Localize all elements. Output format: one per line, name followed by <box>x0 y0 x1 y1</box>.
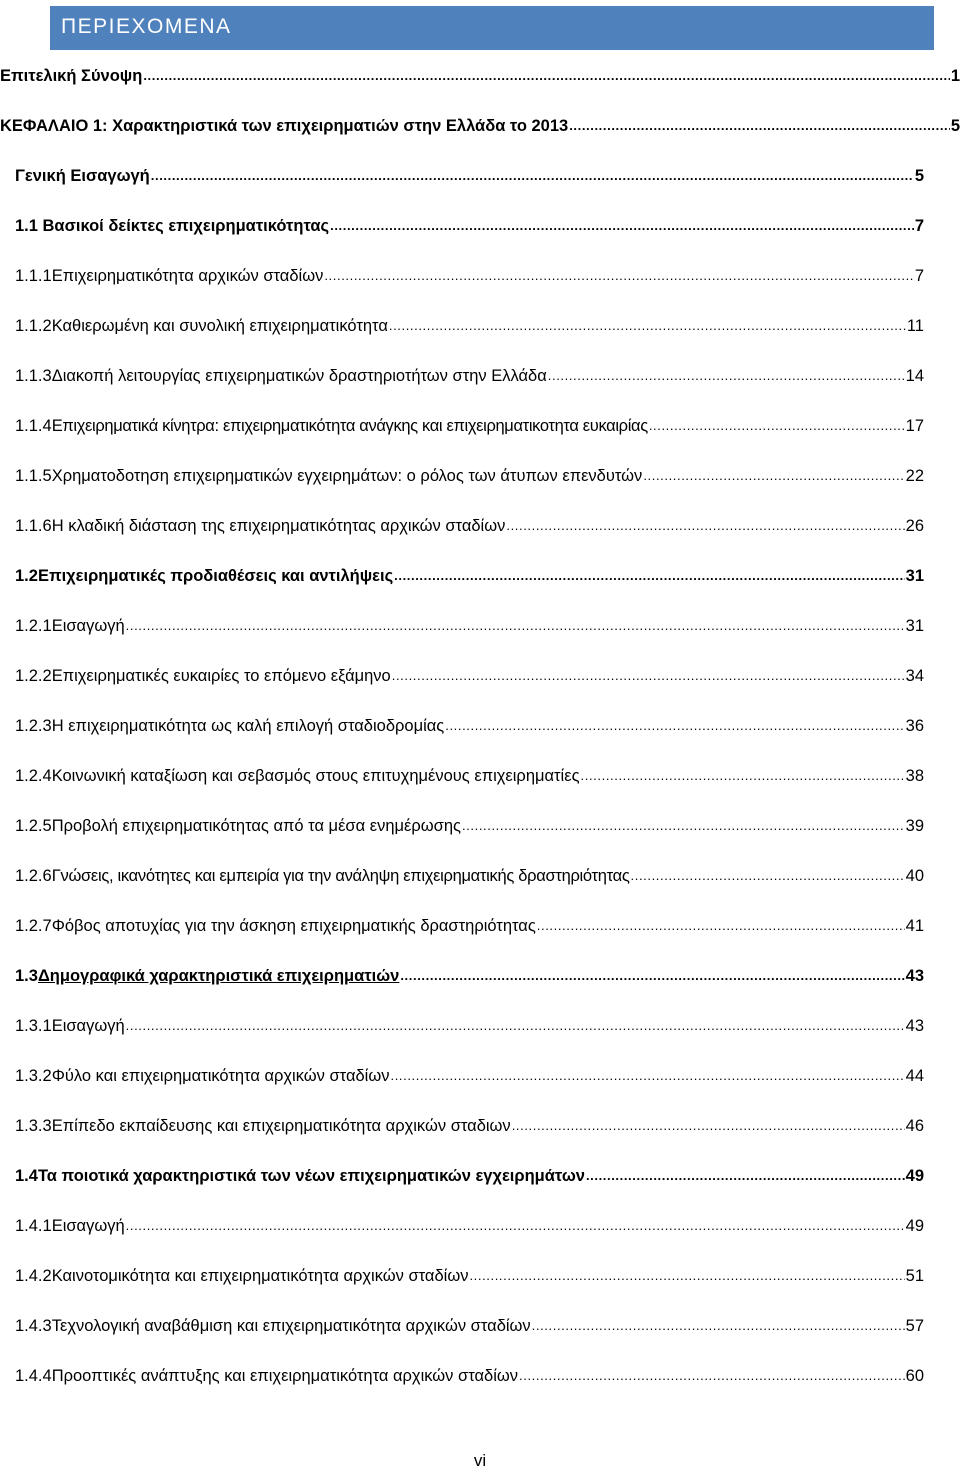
toc-leader-dots <box>649 414 905 438</box>
toc-leader-dots <box>519 1364 905 1388</box>
toc-entry-1-4-2[interactable] <box>15 1264 924 1288</box>
toc-entry-page: 1 <box>950 67 960 85</box>
toc-entry-number: 1.3.2 <box>15 1067 52 1085</box>
toc-entry-number: 1.4.3 <box>15 1317 52 1335</box>
toc-entry-1-1-2[interactable] <box>15 314 924 338</box>
toc-entry-page: 51 <box>905 1267 924 1285</box>
toc-leader-dots <box>126 1214 905 1238</box>
toc-entry-page: 7 <box>914 267 924 285</box>
toc-entry-page: 39 <box>905 817 924 835</box>
toc-entry-page: 43 <box>905 1017 924 1035</box>
toc-entry-title: Εισαγωγή <box>51 617 125 635</box>
toc-entry-1-1[interactable] <box>15 214 924 238</box>
toc-entry-1-1-6[interactable] <box>15 514 924 538</box>
toc-leader-dots <box>390 1064 904 1088</box>
toc-leader-dots <box>581 764 905 788</box>
toc-entry-page: 38 <box>905 767 924 785</box>
toc-leader-dots <box>324 264 913 288</box>
toc-leader-dots <box>126 614 905 638</box>
toc-entry-title: Γνώσεις, ικανότητες και εμπειρία για την ανάληψη επιχειρηματικής δραστηριότητας <box>51 867 630 885</box>
toc-entry-title: Φόβος αποτυχίας για την άσκηση επιχειρηματικής δραστηριότητας <box>51 917 536 935</box>
toc-entry-1-2-5[interactable] <box>15 814 924 838</box>
toc-entry-page: 44 <box>905 1067 924 1085</box>
toc-entry-title: Εισαγωγή <box>51 1017 125 1035</box>
toc-entry-page: 41 <box>905 917 924 935</box>
toc-entry-number: 1.3 <box>15 967 38 985</box>
toc-leader-dots <box>512 1114 905 1138</box>
toc-entry-page: 40 <box>905 867 924 885</box>
toc-entry-number: 1.2 <box>15 567 38 585</box>
toc-entry-1-2-7[interactable] <box>15 914 924 938</box>
toc-entry-number: 1.3.1 <box>15 1017 52 1035</box>
toc-leader-dots <box>389 314 906 338</box>
toc-entry-page: 14 <box>905 367 924 385</box>
toc-leader-dots <box>569 114 950 138</box>
toc-entry-1-2-6[interactable] <box>15 864 924 888</box>
toc-entry-title: Διακοπή λειτουργίας επιχειρηματικών δραστηριοτήτων στην Ελλάδα <box>51 367 547 385</box>
toc-leader-dots <box>126 1014 905 1038</box>
toc-entry-1-2-3[interactable] <box>15 714 924 738</box>
toc-entry-title: Προβολή επιχειρηματικότητας από τα μέσα ενημέρωσης <box>51 817 461 835</box>
toc-entry-1-2-1[interactable] <box>15 614 924 638</box>
toc-entry-title: Χρηματοδοτηση επιχειρηματικών εγχειρημάτων: ο ρόλος των άτυπων επενδυτών <box>51 467 643 485</box>
toc-entry-page: 5 <box>950 117 960 135</box>
toc-entry-number: 1.1.5 <box>15 467 52 485</box>
toc-entry-number: 1.4.1 <box>15 1217 52 1235</box>
toc-entry-page: 46 <box>905 1117 924 1135</box>
toc-entry-title: Τεχνολογική αναβάθμιση και επιχειρηματικότητα αρχικών σταδίων <box>51 1317 531 1335</box>
toc-entry-number: 1.2.4 <box>15 767 52 785</box>
toc-header-banner <box>50 6 934 50</box>
toc-leader-dots <box>586 1164 905 1188</box>
toc-entry-1-4-1[interactable] <box>15 1214 924 1238</box>
toc-entry-page: 17 <box>905 417 924 435</box>
toc-entry-page: 31 <box>905 567 924 585</box>
toc-entry-title: Προοπτικές ανάπτυξης και επιχειρηματικότητα αρχικών σταδίων <box>51 1367 519 1385</box>
toc-entry-1-1-4[interactable] <box>15 414 924 438</box>
toc-leader-dots <box>469 1264 904 1288</box>
toc-entry-title: Καινοτομικότητα και επιχειρηματικότητα αρχικών σταδίων <box>51 1267 469 1285</box>
toc-entry-1-2-4[interactable] <box>15 764 924 788</box>
toc-entry-title: Επιτελική Σύνοψη <box>0 67 143 85</box>
toc-entry-1-1-3[interactable] <box>15 364 924 388</box>
toc-entry-title: Επιχειρηματικότητα αρχικών σταδίων <box>51 267 324 285</box>
toc-entry-title: Επίπεδο εκπαίδευσης και επιχειρηματικότητα αρχικών σταδιων <box>51 1117 511 1135</box>
toc-entry-page: 34 <box>905 667 924 685</box>
toc-entry-title: Τα ποιοτικά χαρακτηριστικά των νέων επιχειρηματικών εγχειρημάτων <box>37 1167 585 1185</box>
toc-entry-1-2-2[interactable] <box>15 664 924 688</box>
toc-entry-number: 1.1.4 <box>15 417 52 435</box>
toc-entry-page: 49 <box>905 1217 924 1235</box>
toc-entry-title: Γενική Εισαγωγή <box>15 167 150 185</box>
toc-entry-page: 22 <box>905 467 924 485</box>
toc-entry-title: ΚΕΦΑΛΑΙΟ 1: Χαρακτηριστικά των επιχειρηματιών στην Ελλάδα το 2013 <box>0 117 569 135</box>
toc-entry-1-3-2[interactable] <box>15 1064 924 1088</box>
toc-heading: ΠΕΡΙΕΧΟΜΕΝΑ <box>61 15 232 38</box>
toc-leader-dots <box>548 364 905 388</box>
toc-leader-dots <box>462 814 905 838</box>
toc-entry-number: 1.2.3 <box>15 717 52 735</box>
toc-entry-page: 31 <box>905 617 924 635</box>
toc-entry-executive-summary[interactable] <box>0 64 960 88</box>
toc-entry-title: Επιχειρηματικές προδιαθέσεις και αντιλήψεις <box>37 567 394 585</box>
toc-entry-page: 49 <box>905 1167 924 1185</box>
toc-entry-number: 1.4.4 <box>15 1367 52 1385</box>
toc-entry-page: 60 <box>905 1367 924 1385</box>
toc-entry-number: 1.2.5 <box>15 817 52 835</box>
toc-entry-number: 1.4 <box>15 1167 38 1185</box>
toc-entry-title: Επιχειρηματικά κίνητρα: επιχειρηματικότητα ανάγκης και επιχειρηματικοτητα ευκαιρίας <box>51 417 648 435</box>
toc-entry-page: 11 <box>906 317 924 335</box>
toc-entry-number: 1.1.6 <box>15 517 52 535</box>
toc-entry-1-1-5[interactable] <box>15 464 924 488</box>
toc-entry-1-1-1[interactable] <box>15 264 924 288</box>
toc-leader-dots <box>151 164 914 188</box>
toc-entry-number: 1.2.7 <box>15 917 52 935</box>
toc-leader-dots <box>400 964 904 988</box>
toc-entry-chapter-1[interactable] <box>0 114 960 138</box>
toc-entry-1-4-3[interactable] <box>15 1314 924 1338</box>
toc-entry-title: Καθιερωμένη και συνολική επιχειρηματικότητα <box>51 317 388 335</box>
toc-leader-dots <box>392 664 905 688</box>
toc-leader-dots <box>445 714 904 738</box>
toc-entry-title: Φύλο και επιχειρηματικότητα αρχικών σταδίων <box>51 1067 390 1085</box>
toc-leader-dots <box>631 864 905 888</box>
toc-entry-page: 43 <box>905 967 924 985</box>
toc-entry-title: Η επιχειρηματικότητα ως καλή επιλογή σταδιοδρομίας <box>51 717 445 735</box>
toc-entry-number: 1.1.3 <box>15 367 52 385</box>
toc-entry-title: Εισαγωγή <box>51 1217 125 1235</box>
toc-entry-number: 1.2.6 <box>15 867 52 885</box>
toc-entry-1-4[interactable] <box>15 1164 924 1188</box>
toc-leader-dots <box>143 64 950 88</box>
toc-entry-title: Επιχειρηματικές ευκαιρίες το επόμενο εξάμηνο <box>51 667 391 685</box>
toc-entry-number: 1.1.1 <box>15 267 52 285</box>
toc-leader-dots <box>330 214 914 238</box>
toc-entry-title: Κοινωνική καταξίωση και σεβασμός στους επιτυχημένους επιχειρηματίες <box>51 767 580 785</box>
toc-entry-title: Η κλαδική διάσταση της επιχειρηματικότητας αρχικών σταδίων <box>51 517 506 535</box>
toc-entry-page: 26 <box>905 517 924 535</box>
toc-entry-page: 36 <box>905 717 924 735</box>
toc-leader-dots <box>506 514 904 538</box>
toc-leader-dots <box>532 1314 905 1338</box>
toc-entry-title: Δημογραφικά χαρακτηριστικά επιχειρηματιών <box>37 967 400 985</box>
toc-entry-page: 57 <box>905 1317 924 1335</box>
toc-entry-1-3-3[interactable] <box>15 1114 924 1138</box>
toc-entry-number: 1.1.2 <box>15 317 52 335</box>
toc-entry-1-2[interactable] <box>15 564 924 588</box>
toc-entry-number: 1.4.2 <box>15 1267 52 1285</box>
toc-leader-dots <box>394 564 904 588</box>
toc-entry-page: 5 <box>914 167 924 185</box>
toc-entry-title: 1.1 Βασικοί δείκτες επιχειρηματικότητας <box>15 217 330 235</box>
page-number-footer: vi <box>473 1451 487 1470</box>
toc-entry-1-3-1[interactable] <box>15 1014 924 1038</box>
toc-entry-number: 1.2.1 <box>15 617 52 635</box>
toc-entry-page: 7 <box>914 217 924 235</box>
toc-leader-dots <box>537 914 905 938</box>
toc-entry-number: 1.3.3 <box>15 1117 52 1135</box>
toc-entry-general-introduction[interactable] <box>15 164 924 188</box>
toc-entry-number: 1.2.2 <box>15 667 52 685</box>
toc-entry-1-4-4[interactable] <box>15 1364 924 1388</box>
toc-entry-1-3[interactable] <box>15 964 924 988</box>
toc-leader-dots <box>643 464 904 488</box>
